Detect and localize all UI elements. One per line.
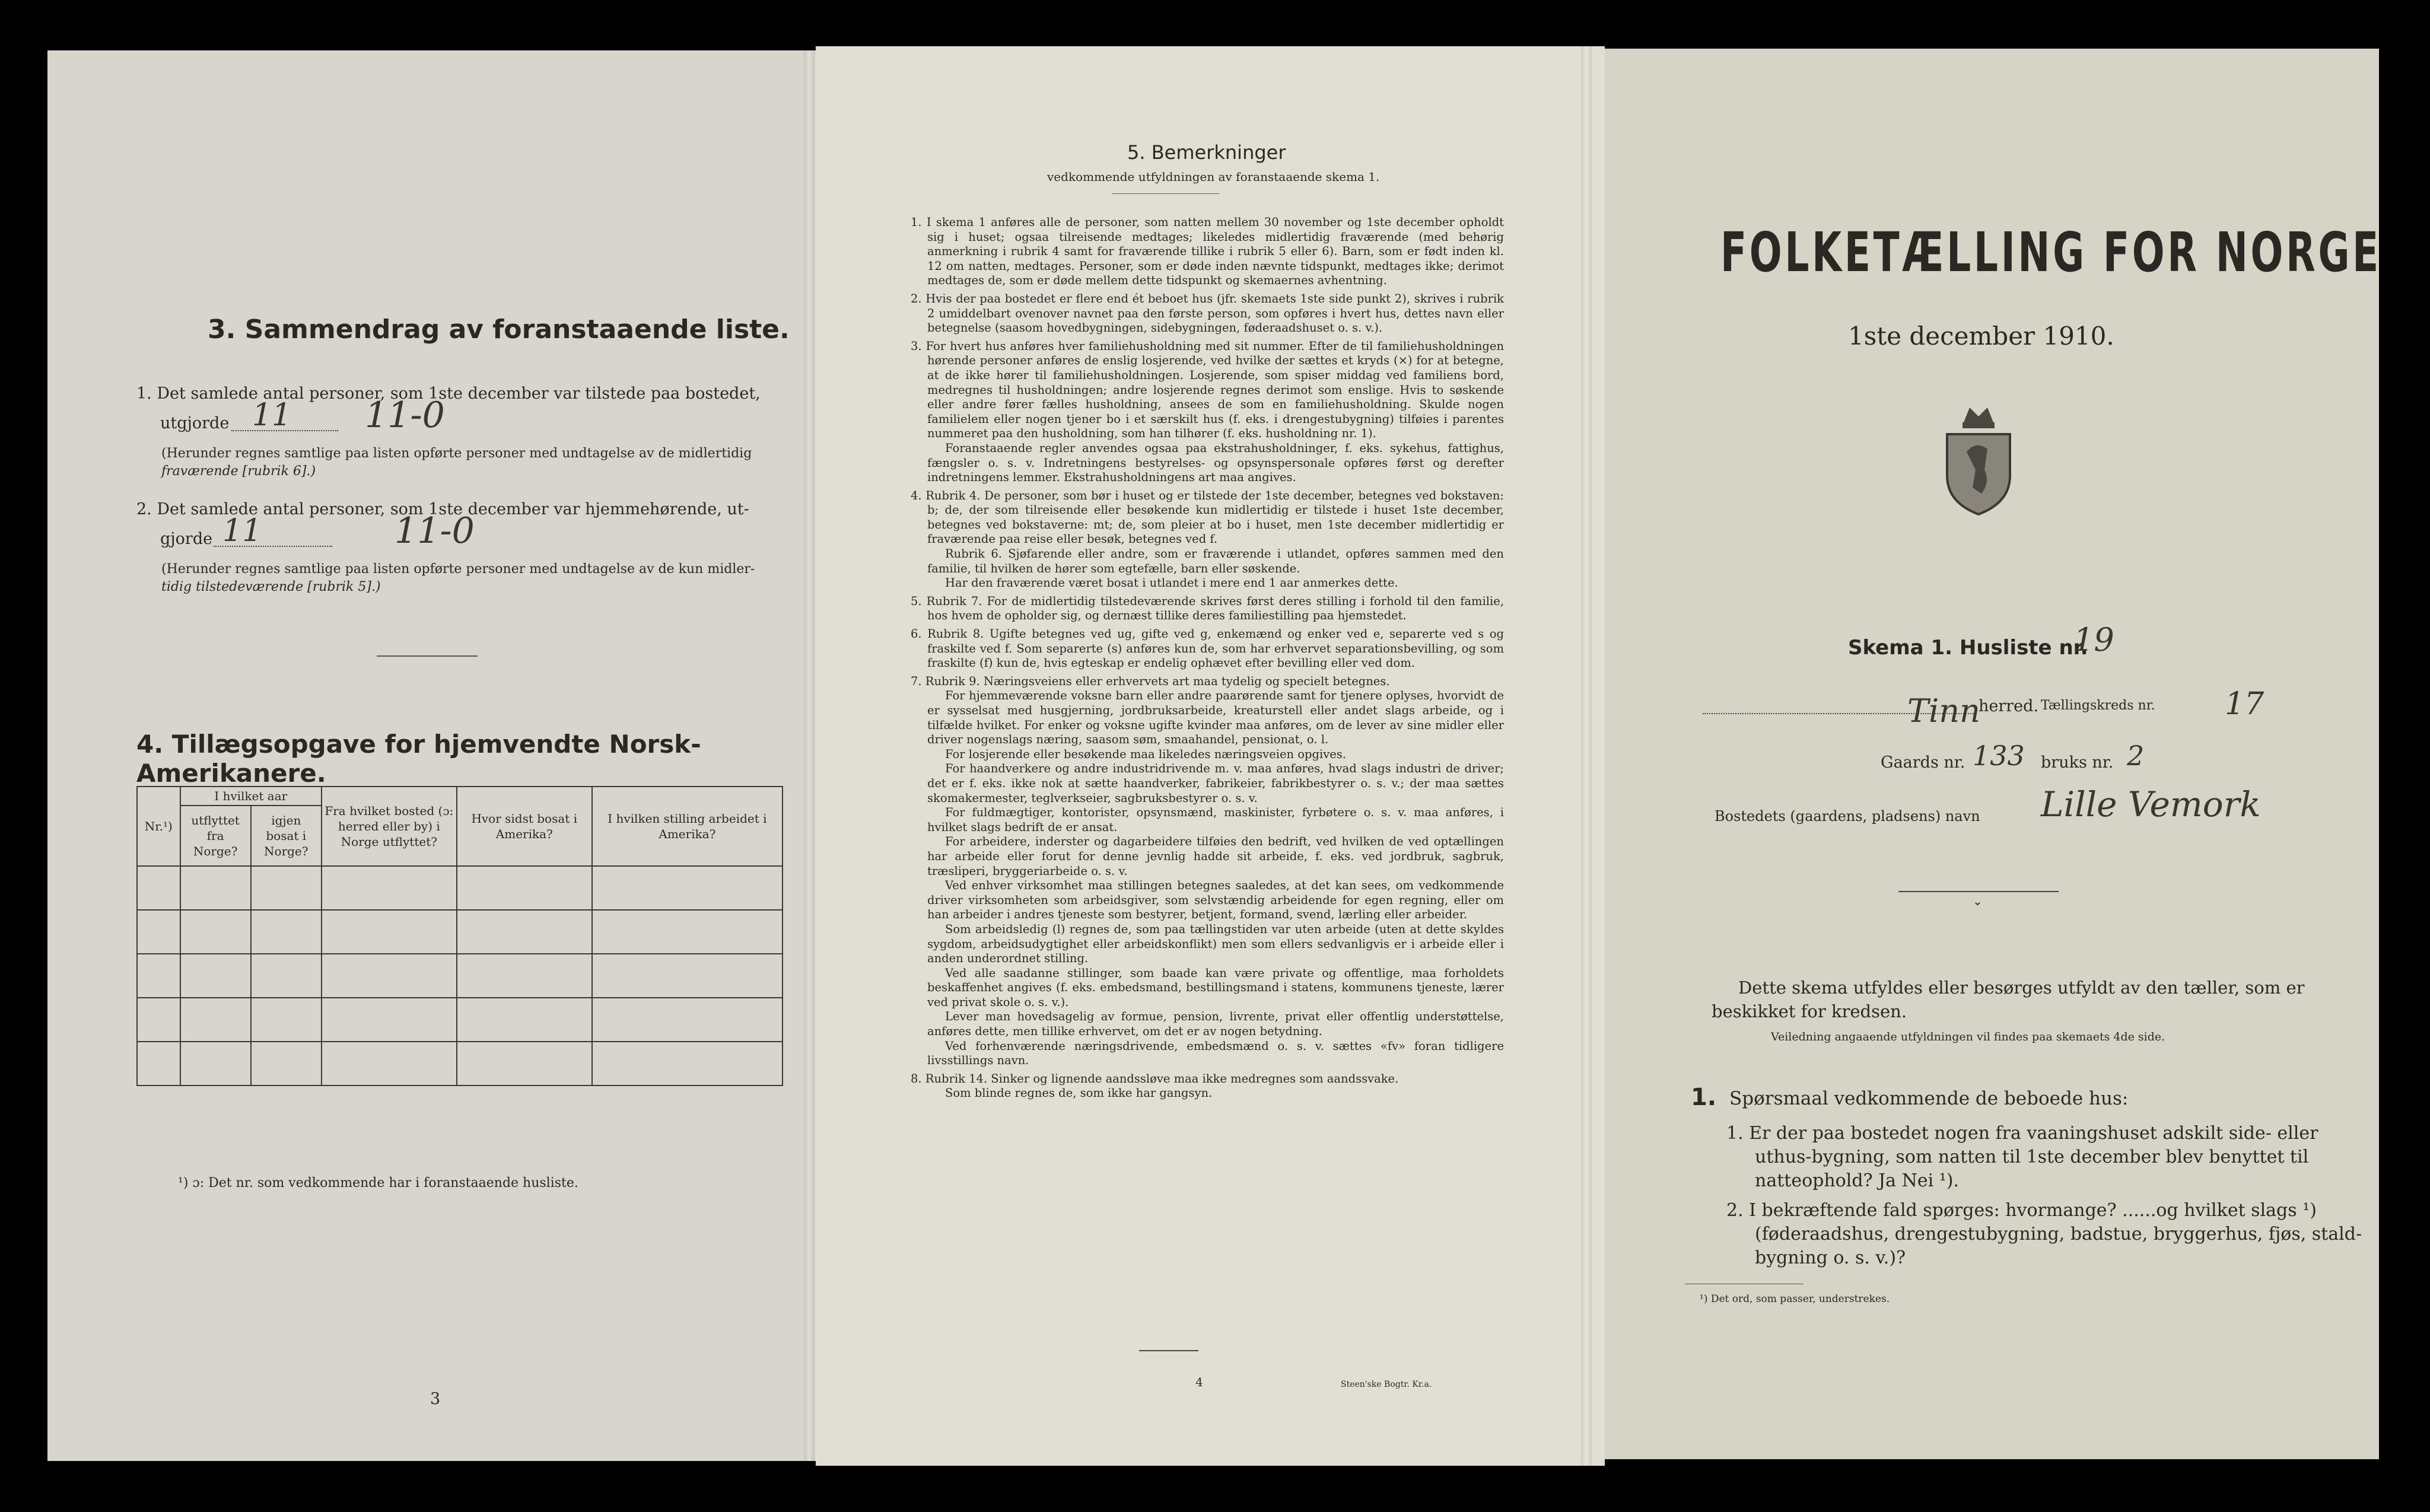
remark-8: 8. Rubrik 14. Sinker og lignende aandssløve maa ikke medregnes som aandssvake. bbox=[911, 1071, 1399, 1086]
remark-7i: Ved alle saadanne stillinger, som baade kan være private og offentlige, maa forholdets beskaffenhet angives (f. eks. embedsmand, bestillingsmand i statens, kommunens tjeneste, lærer ved privat skole o. s. v.). bbox=[927, 966, 1504, 1009]
page-4 bbox=[816, 46, 1605, 1466]
dotted-line bbox=[1703, 713, 1976, 714]
remark-4: 4. Rubrik 4. De personer, som bør i huset og er tilstede der 1ste december, betegnes ved bokstaven: b; de, der som tilreisende eller besøkende kun midlertidig er tilstede i huset 1ste december, betegnes ved bokstaverne: mt; de, som pleier at bo i huset, men 1ste december midlertidig er fraværende paa reise eller besøk, betegnes ved f. bbox=[911, 488, 1504, 546]
page-number: 3 bbox=[430, 1390, 441, 1408]
table-row bbox=[137, 954, 783, 998]
remark-7g: Ved enhver virksomhet maa stillingen betegnes saaledes, at det kan sees, om vedkommende driver virksomheten som arbeidsgiver, som selvstændig arbeidende for egen regning, eller om han arbeider i andres tjeneste som bestyrer, betjent, formand, svend, lærling eller arbeider. bbox=[927, 878, 1504, 922]
divider bbox=[377, 655, 478, 657]
kreds-label: Tællingskreds nr. bbox=[2041, 698, 2155, 713]
remark-3b: Foranstaaende regler anvendes ogsaa paa ekstrahusholdninger, f. eks. sykehus, fattighus, fængsler o. s. v. Indretningens bestyrelses- og opsynspersonale opføres først og derefter indretningens lemmer. Ekstrahusholdningens art maa angives. bbox=[927, 441, 1504, 485]
herred-label: herred. bbox=[1979, 697, 2039, 715]
gaards-value: 133 bbox=[1973, 740, 2025, 772]
item1-note: (Herunder regnes samtlige paa listen opførte personer med undtagelse av de midlertidig bbox=[161, 446, 752, 461]
remark-7j: Lever man hovedsagelig av formue, pension, livrente, privat eller offentlig understøttelse, anføres dette, men tillike erhvervet, om det er av nogen betydning. bbox=[927, 1010, 1504, 1039]
remark-3: 3. For hvert hus anføres hver familiehusholdning med sit nummer. Efter de til familiehusholdningen hørende personer anføres de enslig losjerende, ved hvilke der sættes et kryds (×) for at betegne, at de ikke hører til familiehusholdningen. Losjerende, som spiser middag ved familiens bord, medregnes til husholdningen; andre losjerende regnes derimot som enslige. Hvis to søskende eller andre fører fælles husholdning, ansees de som en familiehusholdning. Skulde nogen familielem eller nogen tjener bo i et særskilt hus (f. eks. i drengestubygning) tilføies i parentes nummeret paa den husholdning, som han tilhører (f. eks. husholdning nr. 1). bbox=[911, 339, 1504, 441]
remark-7b: For hjemmeværende voksne barn eller andre paarørende samt for tjenere oplyses, hvorvidt de er sysselsat med husgjerning, jordbruksarbeide, kreaturstell eller andet slags arbeide, og i tilfælde hvilket. For enker og voksne ugifte kvinder maa anføres, om de lever av sine midler eller driver nogenslags næring, saasom søm, smaahandel, pensionat, o. l. bbox=[927, 689, 1504, 747]
herred-value: Tinn bbox=[1907, 692, 1980, 730]
remark-7h: Som arbeidsledig (l) regnes de, som paa tællingstiden var uten arbeide (uten at dette skyldes sygdom, arbeidsudygtighet eller arbeidskonflikt) men som ellers sedvanligvis er i arbeide eller i anden underordnet stilling. bbox=[927, 922, 1504, 966]
gaards-label: Gaards nr. bbox=[1881, 753, 1965, 772]
col-fra-hvilket-bosted: Fra hvilket bosted (ɔ: herred eller by) i Norge utflyttet? bbox=[322, 787, 457, 866]
page-3 bbox=[47, 50, 816, 1461]
question-2: 2. I bekræftende fald spørges: hvormange? ......og hvilket slags ¹) bbox=[1726, 1200, 2317, 1221]
item2-note-b: tidig tilstedeværende [rubrik 5].) bbox=[161, 580, 381, 594]
item1-text: 1. Det samlede antal personer, som 1ste december var tilstede paa bostedet, bbox=[136, 384, 761, 403]
intro-text-b: beskikket for kredsen. bbox=[1712, 1001, 1907, 1021]
item1-note-b: fraværende [rubrik 6].) bbox=[161, 464, 316, 479]
col-nr: Nr.¹) bbox=[137, 787, 180, 866]
item1-value: 11 bbox=[252, 397, 292, 433]
table-row bbox=[137, 998, 783, 1042]
remark-1: 1. I skema 1 anføres alle de personer, som natten mellem 30 november og 1ste december opholdt sig i huset; ogsaa tilreisende medtages; likeledes midlertidig fraværende (med behørig anmerkning i rubrik 4 samt for fraværende tillike i rubrik 5 eller 6). Barn, som er født inden kl. 12 om natten, medtages. Personer, som er døde inden nævnte tidspunkt, medtages ikke; derimot medtages de, som er døde mellem dette tidspunkt og skemaernes avhentning. bbox=[911, 215, 1504, 288]
col-stilling: I hvilken stilling arbeidet i Amerika? bbox=[592, 787, 783, 866]
husliste-nr: 19 bbox=[2073, 621, 2114, 658]
table-row bbox=[137, 1042, 783, 1086]
remark-7d: For haandverkere og andre industridrivende m. v. maa anføres, hvad slags industri de driver; det er f. eks. ikke nok at sætte haandverker, fabrikeier, fabrikbestyrer o. s. v.; der maa sættes skomakermester, teglverkseier, sagbruksbestyrer o. s. v. bbox=[927, 762, 1504, 805]
dotted-line bbox=[214, 546, 332, 547]
page-1 bbox=[1605, 49, 2379, 1459]
item1-handwritten: 11-0 bbox=[365, 394, 445, 436]
bosted-label: Bostedets (gaardens, pladsens) navn bbox=[1715, 808, 1980, 825]
col-igjen-bosat: igjen bosat i Norge? bbox=[251, 806, 322, 866]
col-i-hvilket-aar: I hvilket aar bbox=[180, 787, 322, 806]
page-fold bbox=[1581, 46, 1592, 1466]
remark-5: 5. Rubrik 7. For de midlertidig tilstedeværende skrives først deres stilling i forhold til den familie, hos hvem de opholder sig, og dernæst tillike deres familiestilling paa hjemstedet. bbox=[911, 594, 1504, 623]
remarks-heading: 5. Bemerkninger bbox=[1127, 141, 1286, 164]
remark-4b: Rubrik 6. Sjøfarende eller andre, som er fraværende i utlandet, opføres sammen med den familie, til hvilken de hører som egtefælle, barn eller søskende. bbox=[927, 547, 1504, 575]
kreds-value: 17 bbox=[2225, 686, 2264, 722]
remarks-body bbox=[911, 215, 1504, 1101]
ornament-icon: ⌄ bbox=[1973, 894, 1983, 908]
bruks-value: 2 bbox=[2127, 740, 2145, 772]
footnote: ¹) Det ord, som passer, understrekes. bbox=[1700, 1293, 1890, 1305]
q-heading: Spørsmaal vedkommende de beboede hus: bbox=[1729, 1088, 2129, 1109]
section3-title: 3. Sammendrag av foranstaaende liste. bbox=[208, 314, 790, 345]
remark-7f: For arbeidere, inderster og dagarbeidere tilføies den bedrift, ved hvilken de ved optællingen har arbeide eller forut for denne jevnlig hadde sit arbeide, f. eks. ved jordbruk, sagbruk, træsliperi, bryggeriarbeide o. s. v. bbox=[927, 835, 1504, 878]
printer-credit: Steen'ske Bogtr. Kr.a. bbox=[1341, 1380, 1432, 1389]
coat-of-arms-icon bbox=[1940, 399, 2017, 520]
skema-label: Skema 1. Husliste nr. bbox=[1848, 636, 2088, 660]
col-utflyttet: utflyttet fra Norge? bbox=[180, 806, 251, 866]
dotted-line bbox=[231, 430, 338, 431]
item2-text: 2. Det samlede antal personer, som 1ste december var hjemmehørende, ut- bbox=[136, 500, 749, 518]
item1-label: utgjorde bbox=[160, 414, 230, 432]
table-footnote: ¹) ɔ: Det nr. som vedkommende har i foranstaaende husliste. bbox=[178, 1176, 578, 1190]
item2-value: 11 bbox=[222, 513, 262, 549]
remark-7k: Ved forhenværende næringsdrivende, embedsmænd o. s. v. sættes «fv» foran tidligere livsstillings navn. bbox=[927, 1039, 1504, 1068]
table-row bbox=[137, 866, 783, 910]
intro-text: Dette skema utfyldes eller besørges utfyldt av den tæller, som er bbox=[1738, 978, 2305, 998]
question-1: 1. Er der paa bostedet nogen fra vaaningshuset adskilt side- eller bbox=[1726, 1123, 2318, 1144]
remark-8b: Som blinde regnes de, som ikke har gangsyn. bbox=[945, 1086, 1213, 1100]
question-1-c: natteophold? Ja Nei ¹). bbox=[1755, 1170, 1959, 1191]
remark-7e: For fuldmægtiger, kontorister, opsynsmænd, maskinister, fyrbøtere o. s. v. maa anføres, i hvilket slags bedrift de er ansat. bbox=[927, 806, 1504, 834]
remark-2: 2. Hvis der paa bostedet er flere end ét beboet hus (jfr. skemaets 1ste side punkt 2), skrives i rubrik 2 umiddelbart ovenover navnet paa den første person, som opføres i hvert hus, dettes navn eller betegnelse (saasom hovedbygningen, sidebygningen, føderaadshuset o. s. v.). bbox=[911, 291, 1504, 335]
remarks-subheading: vedkommende utfyldningen av foranstaaende skema 1. bbox=[1047, 170, 1380, 184]
remark-4c: Har den fraværende været bosat i utlandet i mere end 1 aar anmerkes dette. bbox=[945, 576, 1398, 590]
question-2-b: (føderaadshus, drengestubygning, badstue, bryggerhus, fjøs, stald- bbox=[1755, 1224, 2362, 1244]
census-title: FOLKETÆLLING FOR NORGE bbox=[1720, 221, 2381, 284]
remark-6: 6. Rubrik 8. Ugifte betegnes ved ug, gifte ved g, enkemænd og enker ved e, separerte ved s og fraskilte ved f. Som separerte (s) anføres kun de, som har erhvervet separationsbevilling, og som fraskilte (f) kun de, hvis egteskap er endelig ophævet efter bevilling eller ved dom. bbox=[911, 627, 1504, 670]
item2-handwritten: 11-0 bbox=[395, 510, 475, 552]
remark-7c: For losjerende eller besøkende maa likeledes næringsveien opgives. bbox=[945, 747, 1346, 761]
divider bbox=[1112, 193, 1219, 194]
bruks-label: bruks nr. bbox=[2041, 753, 2114, 772]
guide-text: Veiledning angaaende utfyldningen vil findes paa skemaets 4de side. bbox=[1771, 1030, 2165, 1043]
norsk-amerikanere-table bbox=[136, 786, 783, 1086]
col-hvor-sidst-bosat: Hvor sidst bosat i Amerika? bbox=[457, 787, 592, 866]
q-heading-num: 1. bbox=[1691, 1084, 1717, 1111]
table-row bbox=[137, 910, 783, 954]
census-date: 1ste december 1910. bbox=[1848, 322, 2114, 351]
item2-label: gjorde bbox=[160, 530, 213, 548]
bosted-value: Lille Vemork bbox=[2041, 784, 2261, 825]
divider bbox=[1898, 891, 2059, 892]
remark-7: 7. Rubrik 9. Næringsveiens eller erhvervets art maa tydelig og specielt betegnes. bbox=[911, 674, 1390, 688]
question-2-c: bygning o. s. v.)? bbox=[1755, 1247, 1906, 1268]
page-number: 4 bbox=[1195, 1375, 1203, 1389]
divider bbox=[1139, 1350, 1198, 1351]
question-1-b: uthus-bygning, som natten til 1ste december blev benyttet til bbox=[1755, 1147, 2309, 1167]
section4-title: 4. Tillægsopgave for hjemvendte Norsk-Amerikanere. bbox=[136, 730, 701, 788]
item2-note: (Herunder regnes samtlige paa listen opførte personer med undtagelse av de kun midler- bbox=[161, 562, 755, 577]
